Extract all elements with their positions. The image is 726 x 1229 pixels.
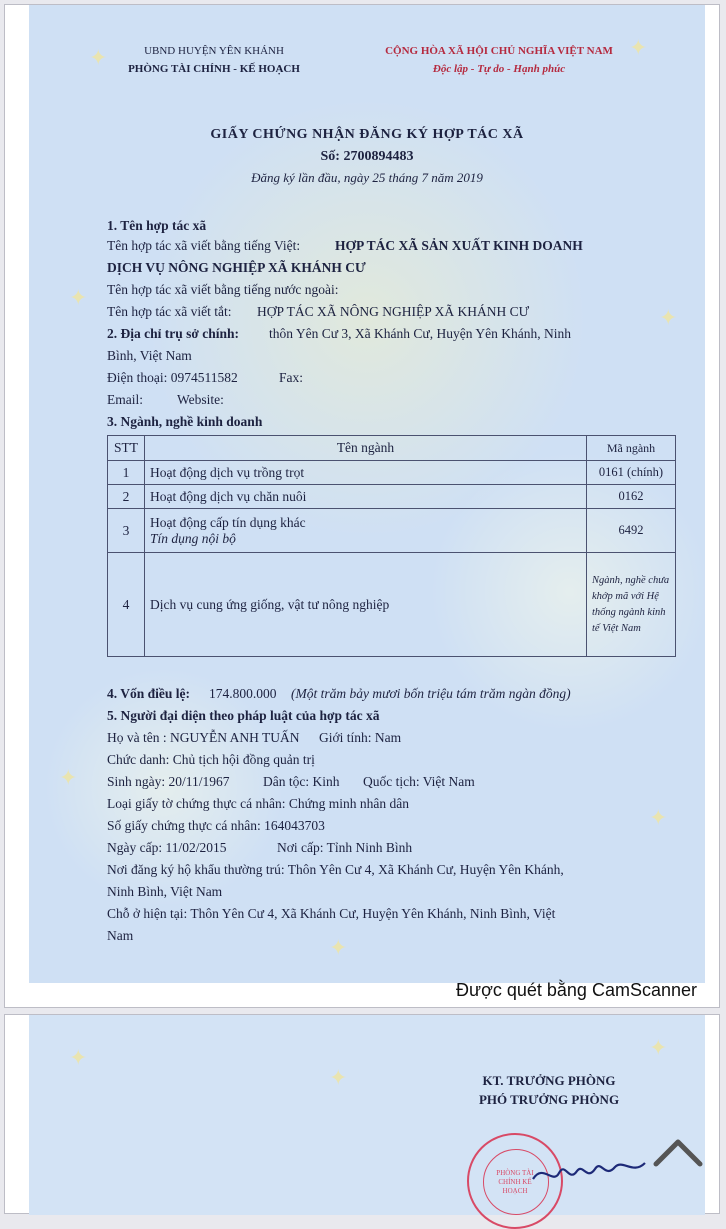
row-name: Dịch vụ cung ứng giống, vật tư nông nghiệp [145, 553, 587, 657]
scanner-watermark: Được quét bằng CamScanner [456, 980, 697, 1000]
watermark-star: ✦ [59, 765, 78, 790]
row-name-cell [145, 509, 587, 553]
business-lines-table [107, 435, 676, 657]
rep-issue-place: Nơi cấp: Tỉnh Ninh Bình [277, 840, 413, 855]
vn-name-value-line2: DỊCH VỤ NÔNG NGHIỆP XÃ KHÁNH CƯ [107, 260, 366, 275]
section3-heading: 3. Ngành, nghề kinh doanh [107, 414, 263, 429]
watermark-star: ✦ [329, 935, 348, 960]
table-header-row [108, 436, 676, 461]
row-stt: 3 [108, 509, 145, 553]
short-name-label: Tên hợp tác xã viết tắt: [107, 304, 232, 319]
watermark-star: ✦ [329, 1065, 348, 1090]
address-line2: Bình, Việt Nam [107, 348, 192, 363]
row-stt: 1 [108, 461, 145, 485]
rep-ethnic: Dân tộc: Kinh [263, 774, 340, 789]
row-stt: 2 [108, 485, 145, 509]
vn-name-value-line1: HỢP TÁC XÃ SẢN XUẤT KINH DOANH [335, 238, 583, 253]
watermark-star: ✦ [649, 805, 668, 830]
watermark-star: ✦ [89, 45, 108, 70]
row-name: Hoạt động dịch vụ chăn nuôi [145, 485, 587, 509]
watermark-star: ✦ [659, 305, 678, 330]
phone: Điện thoại: 0974511582 [107, 370, 238, 385]
header-authority: UBND HUYỆN YÊN KHÁNH [144, 45, 284, 57]
section2-heading: 2. Địa chỉ trụ sở chính: [107, 326, 239, 341]
row-name: Hoạt động dịch vụ trồng trọt [145, 461, 587, 485]
stamp-text: PHÒNG TÀI CHÍNH KẾ HOẠCH [496, 1169, 534, 1195]
website: Website: [177, 392, 224, 407]
rep-id-number: Số giấy chứng thực cá nhân: 164043703 [107, 818, 325, 833]
table-row [108, 485, 676, 509]
rep-issue-date: Ngày cấp: 11/02/2015 [107, 840, 227, 855]
row-code: 0161 (chính) [587, 461, 676, 485]
rep-current-line2: Nam [107, 928, 134, 943]
row-subname: Tín dụng nội bộ [150, 530, 236, 546]
scanned-page-1 [4, 4, 720, 1008]
short-name-value: HỢP TÁC XÃ NÔNG NGHIỆP XÃ KHÁNH CƯ [257, 304, 530, 319]
header-motto: Độc lập - Tự do - Hạnh phúc [432, 63, 566, 75]
signature-title-line1: KT. TRƯỞNG PHÒNG [482, 1073, 616, 1088]
scanned-page-2 [4, 1014, 720, 1214]
document-title: GIẤY CHỨNG NHẬN ĐĂNG KÝ HỢP TÁC XÃ [210, 127, 524, 142]
row-code: 0162 [587, 485, 676, 509]
rep-dob: Sinh ngày: 20/11/1967 [107, 774, 230, 789]
watermark-star: ✦ [629, 35, 648, 60]
header-republic: CỘNG HÒA XÃ HỘI CHỦ NGHĨA VIỆT NAM [385, 45, 613, 57]
rep-name: Họ và tên : NGUYỄN ANH TUẤN [107, 730, 300, 745]
table-row [108, 461, 676, 485]
certificate-document [29, 5, 705, 983]
registration-date: Đăng ký lần đầu, ngày 25 tháng 7 năm 2019 [251, 170, 483, 185]
row-code: 6492 [587, 509, 676, 553]
rep-id-type: Loại giấy tờ chứng thực cá nhân: Chứng minh nhân dân [107, 796, 410, 811]
table-row [108, 509, 676, 553]
chevron-up-icon[interactable] [650, 1134, 706, 1170]
rep-current-line1: Chỗ ở hiện tại: Thôn Yên Cư 4, Xã Khánh Cư, Huyện Yên Khánh, Ninh Bình, Việt [107, 906, 556, 921]
rep-permanent-line1: Nơi đăng ký hộ khẩu thường trú: Thôn Yên Cư 4, Xã Khánh Cư, Huyện Yên Khánh, [107, 862, 564, 877]
watermark-star: ✦ [649, 1035, 668, 1060]
col-header-name: Tên ngành [145, 436, 587, 461]
rep-nationality: Quốc tịch: Việt Nam [363, 774, 475, 789]
rep-gender: Giới tính: Nam [319, 730, 402, 745]
capital-in-words: (Một trăm bảy mươi bốn triệu tám trăm ngàn đồng) [291, 686, 571, 701]
capital-value: 174.800.000 [209, 686, 277, 701]
vn-name-label: Tên hợp tác xã viết bằng tiếng Việt: [107, 238, 301, 253]
signature-document [29, 1015, 705, 1215]
signature-mark [529, 1145, 649, 1195]
section4-heading: 4. Vốn điều lệ: [107, 686, 191, 701]
certificate-number: Số: 2700894483 [320, 149, 414, 164]
row-stt: 4 [108, 553, 145, 657]
section5-heading: 5. Người đại diện theo pháp luật của hợp tác xã [107, 708, 380, 723]
signature-title-line2: PHÓ TRƯỞNG PHÒNG [478, 1092, 620, 1107]
table-row [108, 553, 676, 657]
address-line1: thôn Yên Cư 3, Xã Khánh Cư, Huyện Yên Khánh, Ninh [269, 326, 571, 341]
watermark-star: ✦ [69, 285, 88, 310]
rep-position: Chức danh: Chủ tịch hội đồng quản trị [107, 752, 315, 767]
fax: Fax: [279, 370, 304, 385]
watermark-star: ✦ [69, 1045, 88, 1070]
col-header-code: Mã ngành [587, 436, 676, 461]
row-name: Hoạt động cấp tín dụng khác [150, 514, 306, 530]
row-code-note: Ngành, nghề chưa khớp mã với Hệ thống ngành kinh tế Việt Nam [587, 553, 676, 657]
section1-heading: 1. Tên hợp tác xã [107, 218, 207, 233]
foreign-name-label: Tên hợp tác xã viết bằng tiếng nước ngoài: [107, 282, 339, 297]
col-header-stt: STT [108, 436, 145, 461]
email: Email: [107, 392, 143, 407]
header-department: PHÒNG TÀI CHÍNH - KẾ HOẠCH [128, 63, 300, 75]
rep-permanent-line2: Ninh Bình, Việt Nam [107, 884, 223, 899]
